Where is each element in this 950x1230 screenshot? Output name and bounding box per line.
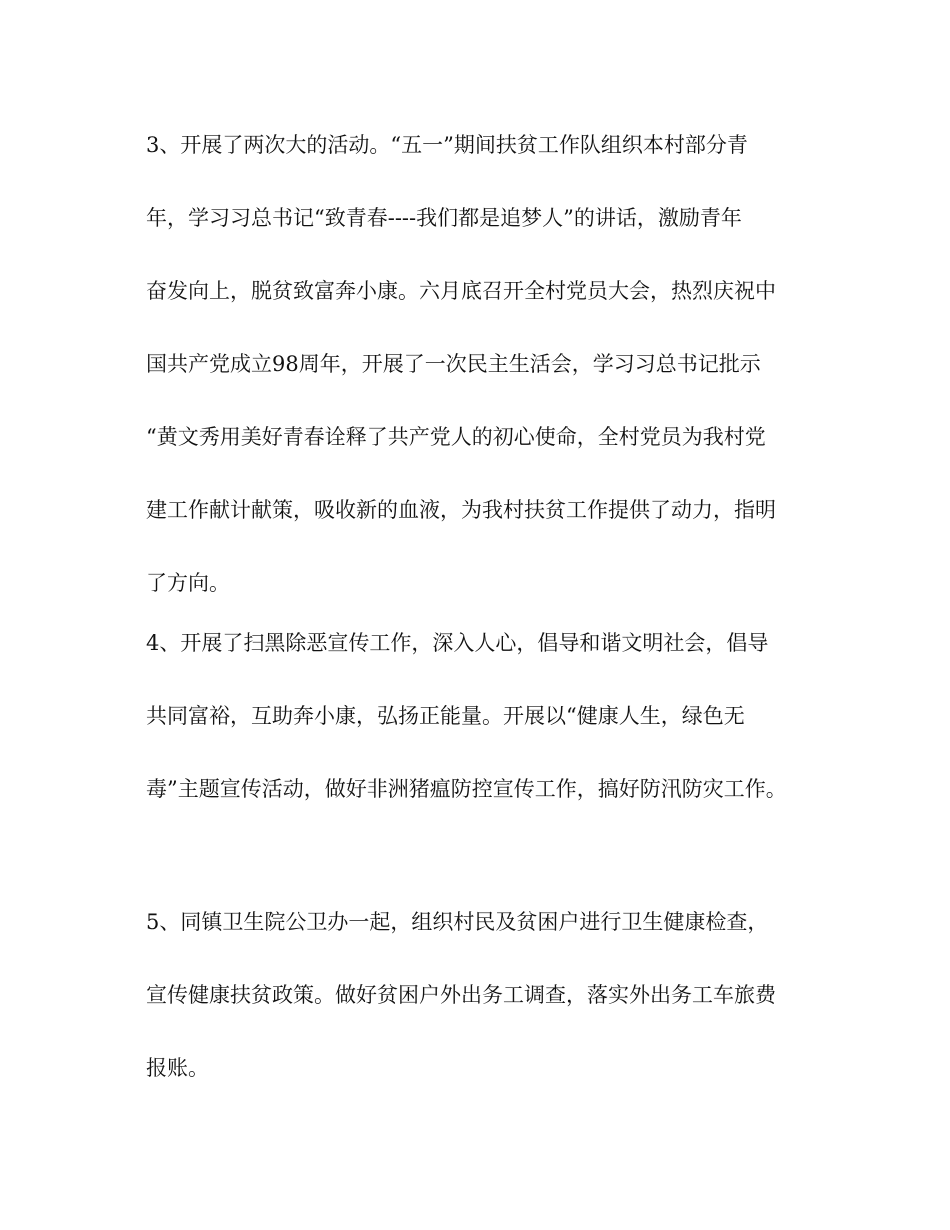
paragraph-line: 5、同镇卫生院公卫办一起，组织村民及贫困户进行卫生健康检查，	[146, 910, 769, 934]
paragraph-line: 了方向。	[146, 571, 230, 595]
paragraph-line: 4、开展了扫黑除恶宣传工作，深入人心，倡导和谐文明社会，倡导	[146, 631, 769, 655]
paragraph-line: 报账。	[146, 1056, 209, 1080]
paragraph-line: 奋发向上，脱贫致富奔小康。六月底召开全村党员大会，热烈庆祝中	[146, 279, 776, 303]
paragraph-line: 建工作献计献策，吸收新的血液，为我村扶贫工作提供了动力，指明	[146, 498, 776, 522]
paragraph-line: 国共产党成立98周年，开展了一次民主生活会，学习习总书记批示	[146, 352, 761, 376]
paragraph-line: 3、开展了两次大的活动。“五一”期间扶贫工作队组织本村部分青	[146, 133, 748, 157]
paragraph-line: 共同富裕，互助奔小康，弘扬正能量。开展以“健康人生，绿色无	[146, 704, 745, 728]
paragraph-line: 宣传健康扶贫政策。做好贫困户外出务工调查，落实外出务工车旅费	[146, 983, 776, 1007]
paragraph-line: “黄文秀用美好青春诠释了共产党人的初心使命，全村党员为我村党	[146, 425, 766, 449]
paragraph-line: 毒”主题宣传活动，做好非洲猪瘟防控宣传工作，搞好防汛防灾工作。	[146, 777, 787, 801]
paragraph-line: 年，学习习总书记“致青春----我们都是追梦人”的讲话，激励青年	[146, 206, 742, 230]
